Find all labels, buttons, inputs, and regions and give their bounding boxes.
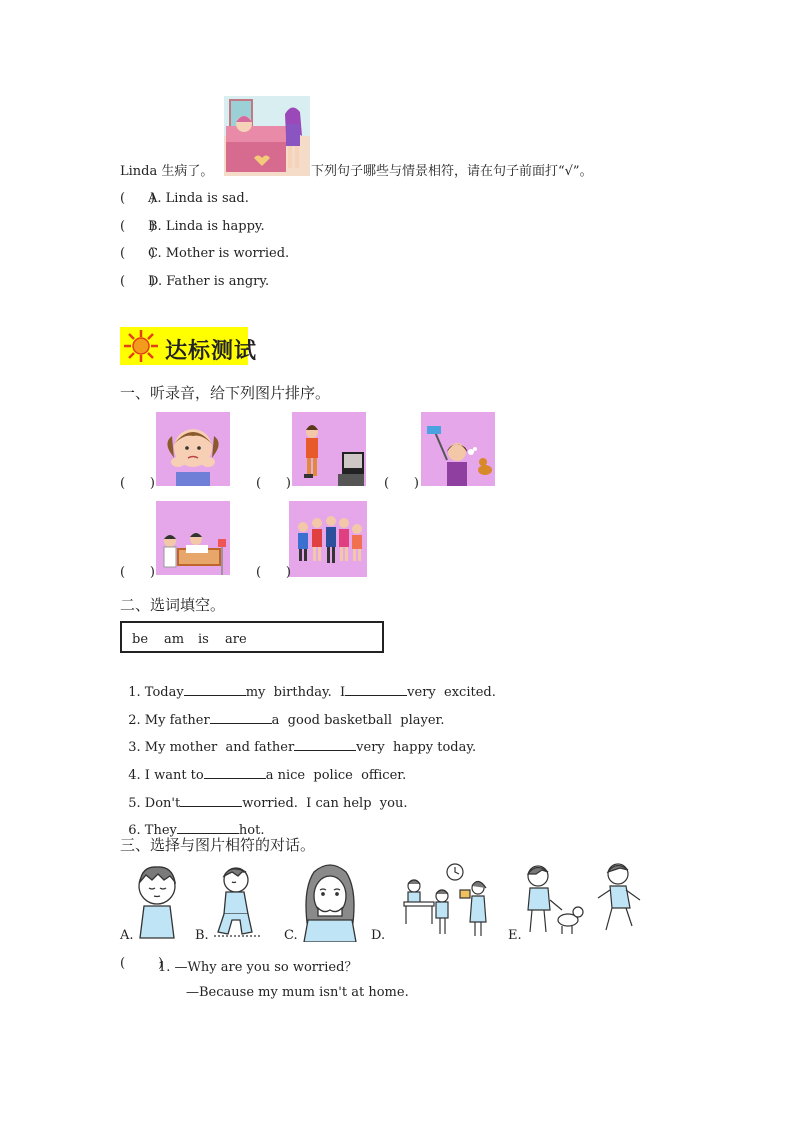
section-heading: 达标测试 <box>165 339 258 364</box>
dialogue-q1-line2: —Because my mum isn't at home. <box>186 985 409 1000</box>
answer-paren-3[interactable]: ( ) <box>384 476 419 491</box>
label-a: A. <box>120 928 134 943</box>
option-c: C. Mother is worried. <box>148 246 290 261</box>
section2-title: 二、选词填空。 <box>120 596 226 614</box>
intro-text-after: 下列句子哪些与情景相符，请在句子前面打“√”。 <box>311 164 593 179</box>
section3-title: 三、选择与图片相符的对话。 <box>120 836 316 854</box>
label-b: B. <box>195 928 209 943</box>
picture-d-classroom <box>400 862 494 940</box>
boy-tv-picture <box>292 412 366 486</box>
fill-item-4: 4. I want to a nice police officer. <box>128 768 407 783</box>
section1-title: 一、听录音，给下列图片排序。 <box>120 384 331 402</box>
answer-paren[interactable]: ( ) <box>120 219 155 234</box>
answer-paren[interactable]: ( ) <box>120 246 155 261</box>
sun-icon <box>120 328 162 364</box>
option-a: A. Linda is sad. <box>148 191 249 206</box>
picture-c-worried-girl <box>300 860 360 942</box>
answer-paren[interactable]: ( ) <box>120 191 155 206</box>
word-am: am <box>164 632 185 647</box>
family-picture <box>289 501 367 577</box>
girl-cleaning-picture <box>421 412 495 486</box>
fill-item-5: 5. Don't worried. I can help you. <box>128 796 408 811</box>
picture-e-boy-dog-running <box>520 860 648 942</box>
blank-field[interactable] <box>184 683 246 696</box>
blank-field[interactable] <box>345 683 407 696</box>
answer-paren-1[interactable]: ( ) <box>120 476 155 491</box>
fill-item-2: 2. My father a good basketball player. <box>128 713 445 728</box>
intro-text-before: Linda 生病了。 <box>120 164 214 179</box>
girl-headache-picture <box>156 412 230 486</box>
label-e: E. <box>508 928 522 943</box>
answer-paren[interactable]: ( ) <box>120 274 155 289</box>
sick-girl-illustration <box>224 96 310 176</box>
word-are: are <box>225 632 247 647</box>
blank-field[interactable] <box>177 821 239 834</box>
fill-item-3: 3. My mother and father very happy today. <box>128 740 477 755</box>
blank-field[interactable] <box>204 766 266 779</box>
picture-a-calm-boy <box>132 862 182 940</box>
answer-paren-2[interactable]: ( ) <box>256 476 291 491</box>
doctor-hospital-picture <box>156 501 230 575</box>
word-bank-box <box>120 621 384 653</box>
label-d: D. <box>371 928 386 943</box>
picture-b-sitting-boy <box>208 862 268 940</box>
word-be: be <box>132 632 149 647</box>
blank-field[interactable] <box>294 738 356 751</box>
answer-paren-4[interactable]: ( ) <box>120 565 155 580</box>
dialogue-q1-line1: 1. —Why are you so worried？ <box>158 960 358 975</box>
fill-item-1: 1. Today my birthday. I very excited. <box>128 685 496 700</box>
option-d: D. Father is angry. <box>148 274 270 289</box>
dialogue-answer-paren[interactable]: ( ) <box>120 956 164 971</box>
fill-item-6: 6. They hot. <box>128 823 265 838</box>
option-b: B. Linda is happy. <box>148 219 265 234</box>
word-is: is <box>198 632 209 647</box>
label-c: C. <box>284 928 298 943</box>
answer-paren-5[interactable]: ( ) <box>256 565 291 580</box>
